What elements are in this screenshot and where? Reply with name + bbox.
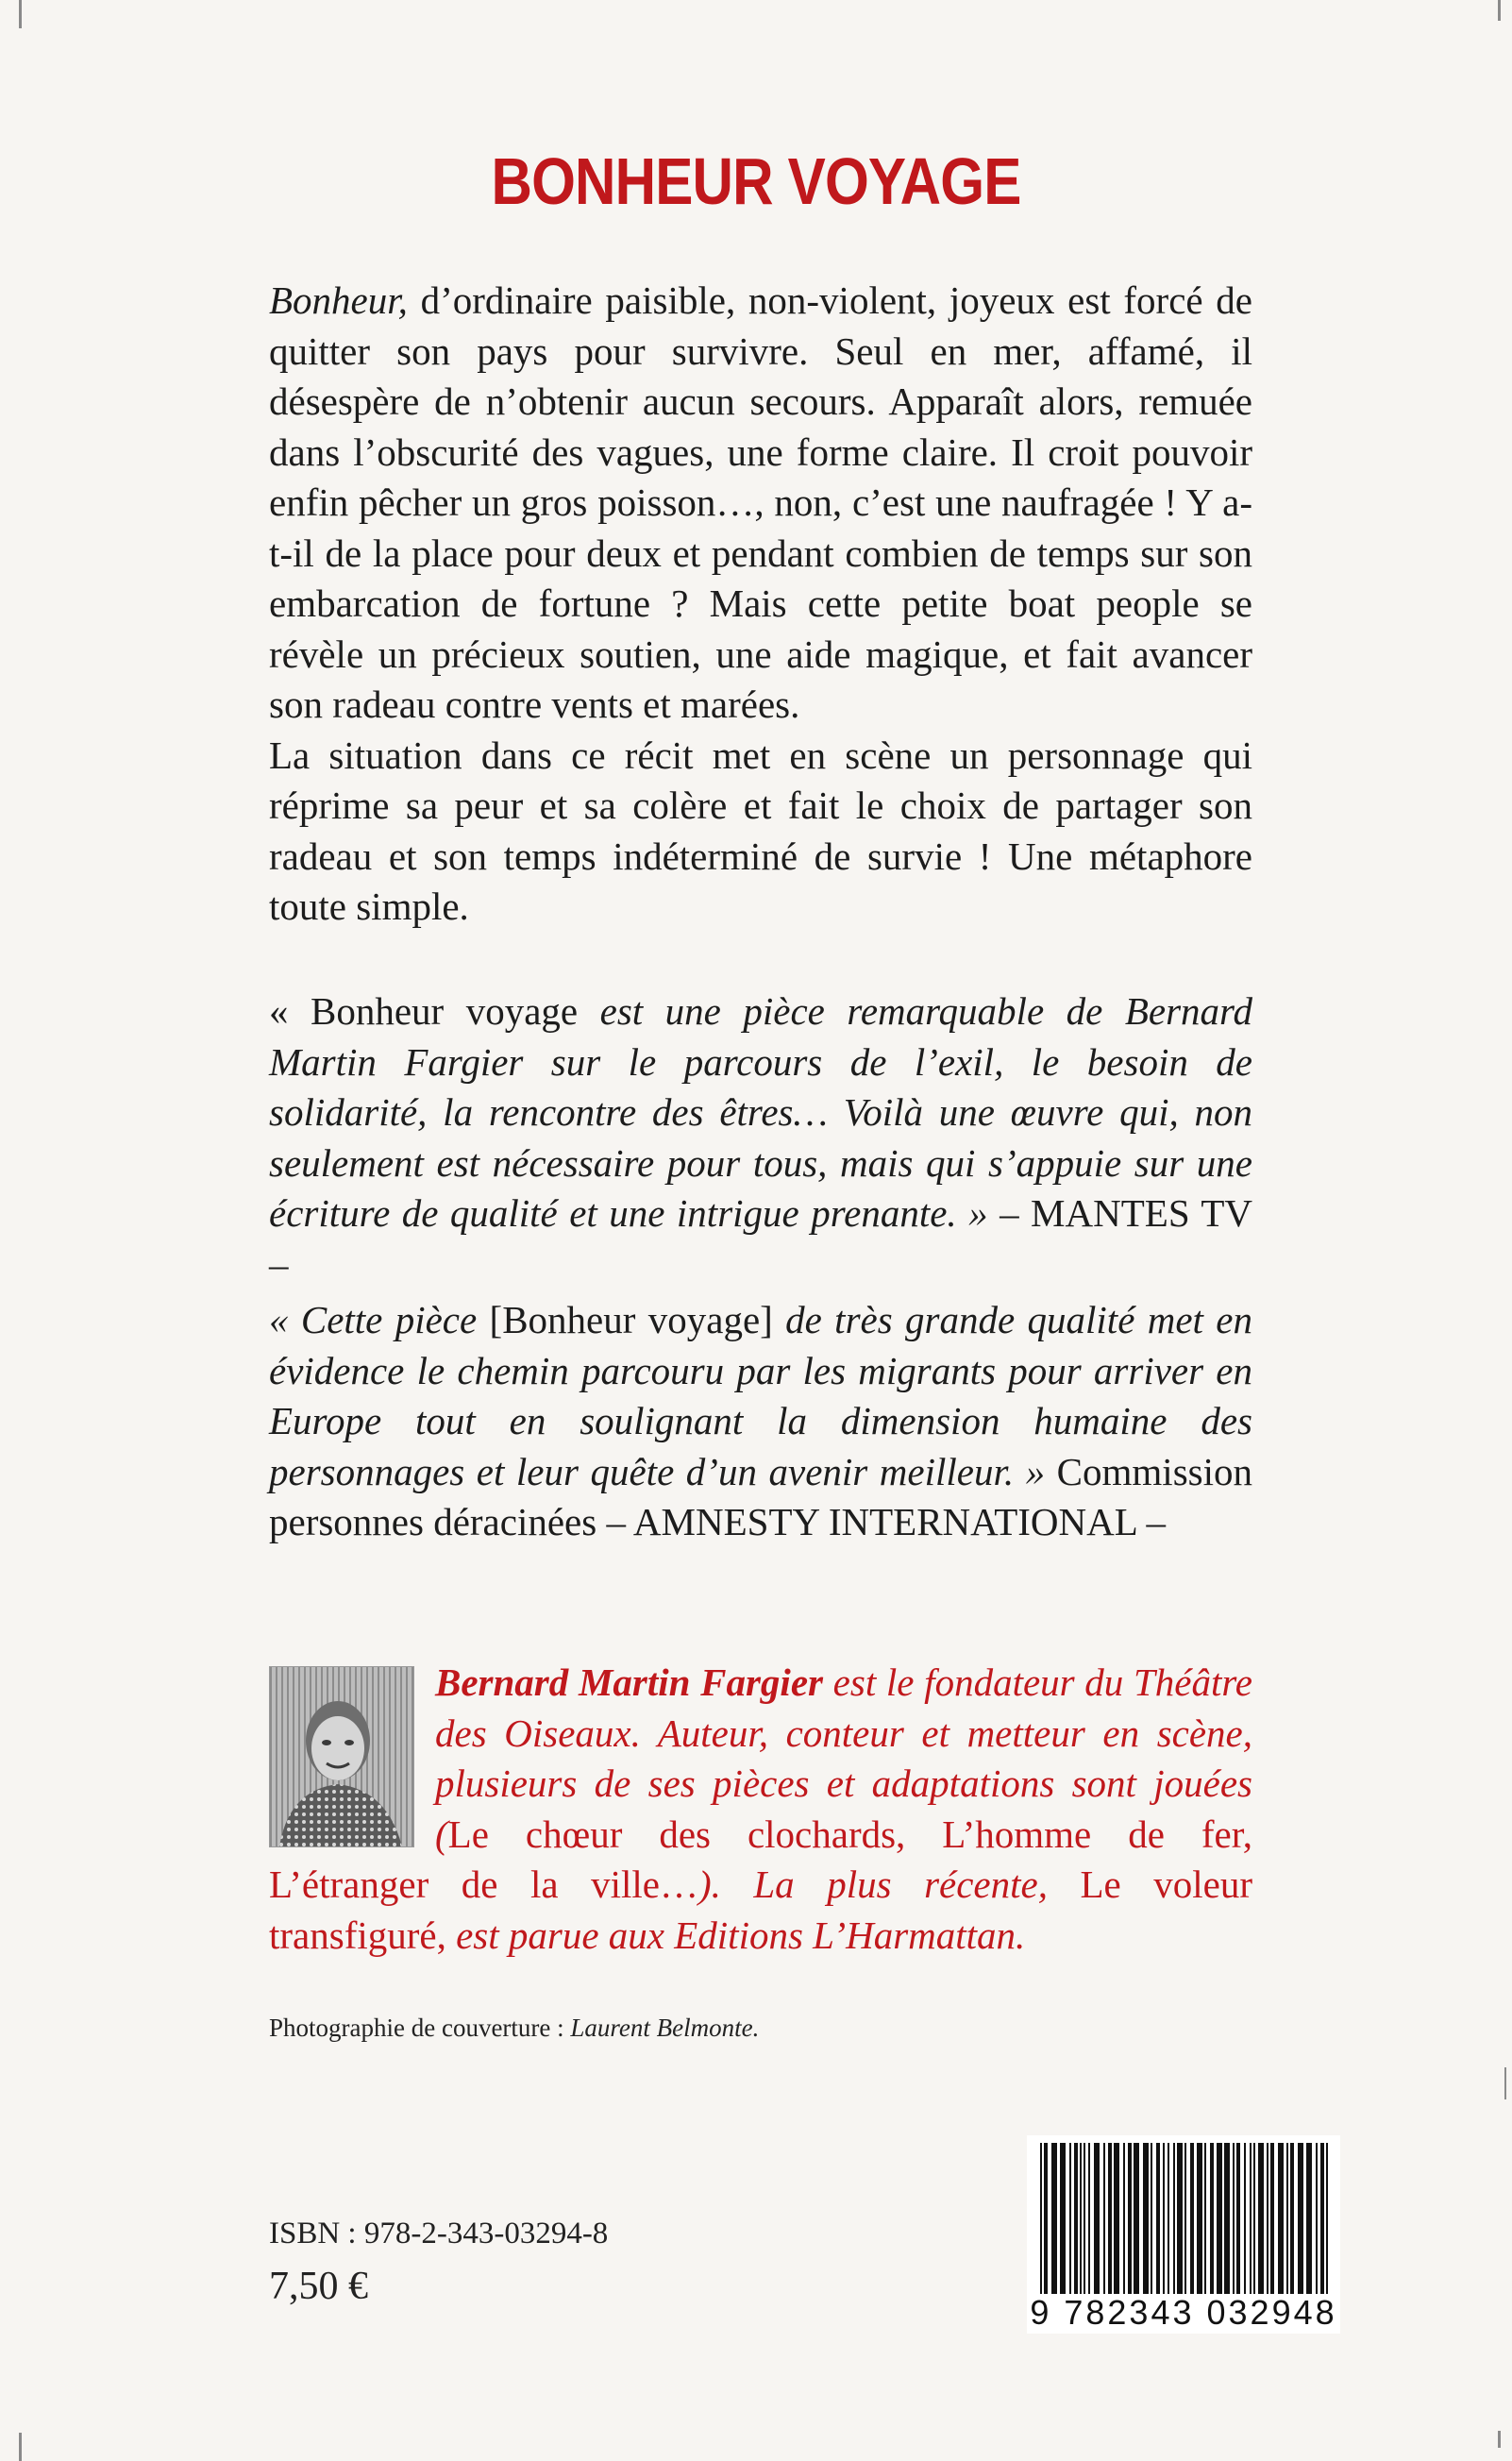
barcode-bar (1103, 2143, 1105, 2296)
barcode-bar (1123, 2143, 1125, 2296)
quote2-open: « Cette pièce (269, 1298, 490, 1341)
crop-mark-top-left (19, 0, 22, 28)
barcode-bar (1173, 2143, 1175, 2296)
barcode-bar (1044, 2143, 1048, 2296)
barcode-bar (1051, 2143, 1057, 2296)
barcode-bar (1080, 2143, 1082, 2296)
author-portrait-image (270, 1667, 413, 1846)
author-bio (269, 1658, 1252, 1961)
barcode-bar (1236, 2143, 1240, 2296)
barcode-bar (1270, 2143, 1274, 2296)
summary-lead-word: Bonheur, (269, 278, 408, 322)
barcode-bar (1040, 2143, 1042, 2296)
book-title: BONHEUR VOYAGE (491, 144, 1021, 218)
quote2-text: de très grande qualité met en évidence le chemin parcouru par les migrants pour arriver en Europe tout en soulignant la dimension humaine des personnages et leur quête d’un avenir meilleur. » (269, 1298, 1252, 1493)
barcode-bar (1128, 2143, 1132, 2296)
barcode-bar (1286, 2143, 1288, 2296)
barcode-bar (1177, 2143, 1183, 2296)
barcode-bar (1267, 2143, 1268, 2296)
photo-credit-name: Laurent Belmonte. (570, 2014, 760, 2042)
barcode-bar (1224, 2143, 1230, 2296)
barcode-bar (1088, 2143, 1090, 2296)
barcode-bar (1184, 2143, 1186, 2296)
barcode-bar (1320, 2143, 1324, 2296)
barcode-bar (1114, 2143, 1119, 2296)
quote1-text: est une pièce remarquable de Bernard Martin Fargier sur le parcours de l’exil, le besoin de solidarité, la rencontre des êtres… Voilà une œuvre qui, non seulement est nécessaire pour tous, mais qui s’appuie sur une écriture de qualité et une intrigue prenante. » (269, 989, 1252, 1235)
barcode-bar (1258, 2143, 1264, 2296)
barcode-bar (1233, 2143, 1235, 2296)
barcode-bar (1197, 2143, 1202, 2296)
barcode-bar (1108, 2143, 1112, 2296)
isbn: ISBN : 978-2-343-03294-8 (269, 2217, 609, 2250)
barcode-bar (1134, 2143, 1139, 2296)
barcode-bar (1084, 2143, 1085, 2296)
press-quote-mantes-tv (269, 986, 1252, 1289)
bio-part-2: ). La plus récente, (697, 1863, 1081, 1906)
barcode-bar (1250, 2143, 1252, 2296)
barcode-bar (1143, 2143, 1149, 2296)
barcode-bar (1163, 2143, 1165, 2296)
author-photo (269, 1666, 414, 1847)
barcode-bar (1210, 2143, 1214, 2296)
crop-mark-bottom-right (1498, 2431, 1501, 2448)
barcode-bar (1074, 2143, 1078, 2296)
barcode-bar (1168, 2143, 1169, 2296)
quote1-open: « Bonheur voyage (269, 989, 600, 1033)
quote2-source: Commission personnes déracinées – AMNESTY INTERNATIONAL – (269, 1449, 1252, 1543)
barcode-bar (1156, 2143, 1160, 2296)
summary-paragraph-1 (269, 276, 1252, 731)
barcode-bar (1253, 2143, 1255, 2296)
barcode-bar (1306, 2143, 1312, 2296)
quote2-bracket: [Bonheur voyage] (489, 1298, 773, 1341)
press-quote-amnesty (269, 1295, 1252, 1548)
photo-credit-label: Photographie de couverture : (269, 2014, 571, 2042)
summary-text (269, 276, 1252, 933)
price: 7,50 € (269, 2265, 368, 2308)
barcode-digits: 9 782343 032948 (1027, 2294, 1340, 2332)
barcode-bar (1069, 2143, 1071, 2296)
barcode-bars (1027, 2135, 1340, 2298)
barcode-bar (1326, 2143, 1328, 2296)
barcode-bar (1204, 2143, 1206, 2296)
crop-mark-mid-right (1504, 2067, 1506, 2099)
barcode-bar (1190, 2143, 1194, 2296)
barcode-bar (1151, 2143, 1152, 2296)
photo-credit (269, 2014, 759, 2043)
bio-part-1: est le fondateur du Théâtre des Oiseaux. Auteur, conteur et metteur en scène, plusieurs de ses pièces et adaptations sont jouées ( (435, 1660, 1253, 1856)
summary-paragraph-2: La situation dans ce récit met en scène un personnage qui réprime sa peur et sa colère et fait le choix de partager son radeau et son temps indéterminé de survie ! Une métaphore toute simple. (269, 733, 1252, 928)
barcode (1027, 2135, 1340, 2334)
bio-recent-work: Le voleur transfiguré, (269, 1863, 1252, 1957)
bio-works: Le chœur des clochards, L’homme de fer, L’étranger de la ville… (269, 1812, 1252, 1906)
summary-paragraph-1-text: d’ordinaire paisible, non-violent, joyeux est forcé de quitter son pays pour survivre. Seul en mer, affamé, il désespère de n’obtenir aucun secours. Apparaît alors, remuée dans l’obscurité des vagues, une forme claire. Il croit pouvoir enfin pêcher un gros poisson…, non, c’est une naufragée ! Y a-t-il de la place pour deux et pendant combien de temps sur son embarcation de fortune ? Mais cette petite boat people se révèle un précieux soutien, une aide magique, et fait avancer son radeau contre vents et marées. (269, 278, 1252, 726)
crop-mark-bottom-left (19, 2433, 22, 2461)
barcode-bar (1298, 2143, 1303, 2296)
barcode-bar (1217, 2143, 1222, 2296)
barcode-bar (1278, 2143, 1284, 2296)
quote1-source: – MANTES TV – (269, 1191, 1252, 1286)
crop-mark-top-right (1498, 0, 1501, 21)
bio-author-name: Bernard Martin Fargier (435, 1660, 823, 1704)
barcode-bar (1316, 2143, 1318, 2296)
barcode-bar (1290, 2143, 1294, 2296)
barcode-bar (1060, 2143, 1066, 2296)
bio-part-3: est parue aux Editions L’Harmattan. (445, 1913, 1026, 1957)
barcode-bar (1094, 2143, 1100, 2296)
barcode-bar (1244, 2143, 1246, 2296)
